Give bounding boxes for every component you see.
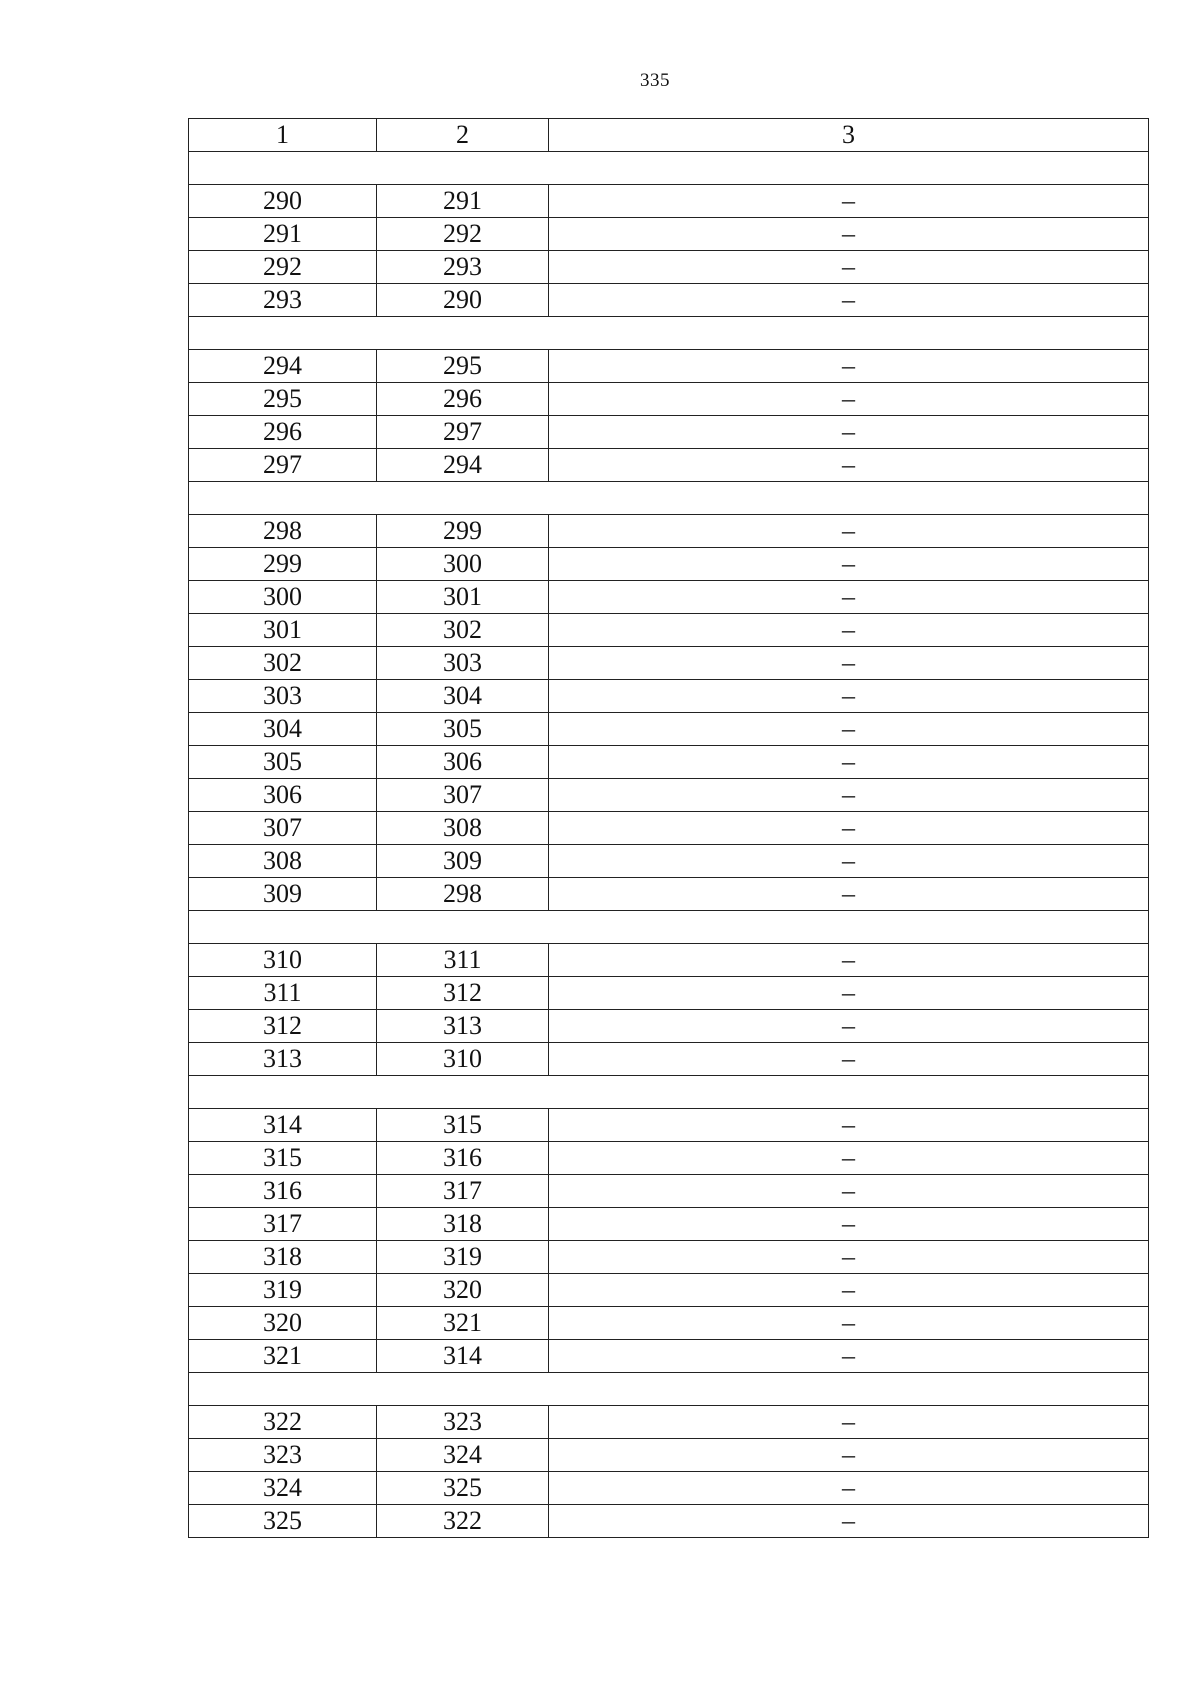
table-cell-col-1: 290	[189, 185, 377, 218]
table-cell-col-3: –	[549, 218, 1149, 251]
table-cell-col-1: 306	[189, 779, 377, 812]
table-cell-col-3: –	[549, 1043, 1149, 1076]
table-cell-col-1: 294	[189, 350, 377, 383]
table-row	[189, 1208, 1149, 1241]
data-table	[188, 118, 1149, 1538]
table-row	[189, 878, 1149, 911]
page-number: 335	[640, 70, 670, 91]
table-row	[189, 1472, 1149, 1505]
table-cell-col-2: 303	[377, 647, 549, 680]
table-cell-col-3: –	[549, 614, 1149, 647]
table-cell-col-2: 312	[377, 977, 549, 1010]
table-cell-col-2: 306	[377, 746, 549, 779]
table-row	[189, 581, 1149, 614]
table-cell-col-3: –	[549, 284, 1149, 317]
table-cell-col-3: –	[549, 383, 1149, 416]
table-cell-col-2: 323	[377, 1406, 549, 1439]
table-cell-col-1: 324	[189, 1472, 377, 1505]
table-row	[189, 383, 1149, 416]
table-cell-col-1: 297	[189, 449, 377, 482]
table-cell-col-3: –	[549, 1340, 1149, 1373]
table-cell-col-3: –	[549, 1307, 1149, 1340]
table-cell-col-3: –	[549, 878, 1149, 911]
table-cell-col-3: –	[549, 1142, 1149, 1175]
table-row	[189, 1505, 1149, 1538]
table-cell-col-2: 318	[377, 1208, 549, 1241]
group-separator-cell	[189, 317, 1149, 350]
table-cell-col-3: –	[549, 977, 1149, 1010]
table-cell-col-1: 302	[189, 647, 377, 680]
table-cell-col-1: 317	[189, 1208, 377, 1241]
table-row	[189, 1109, 1149, 1142]
table-cell-col-1: 305	[189, 746, 377, 779]
group-separator-cell	[189, 482, 1149, 515]
table-row	[189, 845, 1149, 878]
table-row	[189, 251, 1149, 284]
table-cell-col-1: 313	[189, 1043, 377, 1076]
table-cell-col-3: –	[549, 1109, 1149, 1142]
table-row	[189, 1010, 1149, 1043]
table-cell-col-3: –	[549, 185, 1149, 218]
table-cell-col-3: –	[549, 515, 1149, 548]
table-cell-col-2: 316	[377, 1142, 549, 1175]
table-row	[189, 614, 1149, 647]
table-row	[189, 713, 1149, 746]
table-cell-col-3: –	[549, 1472, 1149, 1505]
table-cell-col-3: –	[549, 1241, 1149, 1274]
table-cell-col-3: –	[549, 251, 1149, 284]
table-cell-col-1: 311	[189, 977, 377, 1010]
header-cell-2: 2	[377, 119, 549, 152]
table-cell-col-2: 305	[377, 713, 549, 746]
header-cell-1: 1	[189, 119, 377, 152]
table-container	[188, 118, 1148, 1538]
table-cell-col-2: 295	[377, 350, 549, 383]
table-cell-col-1: 299	[189, 548, 377, 581]
table-cell-col-3: –	[549, 581, 1149, 614]
table-cell-col-2: 317	[377, 1175, 549, 1208]
table-cell-col-3: –	[549, 746, 1149, 779]
table-row	[189, 350, 1149, 383]
table-cell-col-3: –	[549, 1175, 1149, 1208]
table-cell-col-1: 325	[189, 1505, 377, 1538]
table-row	[189, 1241, 1149, 1274]
table-cell-col-3: –	[549, 812, 1149, 845]
table-row	[189, 185, 1149, 218]
table-cell-col-2: 320	[377, 1274, 549, 1307]
table-row	[189, 746, 1149, 779]
table-cell-col-1: 307	[189, 812, 377, 845]
table-cell-col-2: 304	[377, 680, 549, 713]
table-cell-col-2: 298	[377, 878, 549, 911]
table-cell-col-2: 325	[377, 1472, 549, 1505]
table-cell-col-1: 312	[189, 1010, 377, 1043]
table-cell-col-1: 301	[189, 614, 377, 647]
table-cell-col-1: 316	[189, 1175, 377, 1208]
table-cell-col-1: 319	[189, 1274, 377, 1307]
table-row	[189, 515, 1149, 548]
table-cell-col-3: –	[549, 845, 1149, 878]
table-cell-col-1: 303	[189, 680, 377, 713]
table-cell-col-1: 293	[189, 284, 377, 317]
table-cell-col-3: –	[549, 449, 1149, 482]
table-cell-col-1: 296	[189, 416, 377, 449]
table-cell-col-2: 291	[377, 185, 549, 218]
table-cell-col-1: 322	[189, 1406, 377, 1439]
table-cell-col-2: 307	[377, 779, 549, 812]
table-row	[189, 416, 1149, 449]
table-cell-col-1: 318	[189, 1241, 377, 1274]
table-row	[189, 548, 1149, 581]
table-cell-col-1: 295	[189, 383, 377, 416]
table-row	[189, 218, 1149, 251]
table-cell-col-2: 299	[377, 515, 549, 548]
table-cell-col-3: –	[549, 1274, 1149, 1307]
table-cell-col-1: 300	[189, 581, 377, 614]
table-cell-col-3: –	[549, 1208, 1149, 1241]
table-cell-col-2: 309	[377, 845, 549, 878]
table-cell-col-1: 323	[189, 1439, 377, 1472]
table-cell-col-1: 298	[189, 515, 377, 548]
table-cell-col-1: 291	[189, 218, 377, 251]
table-cell-col-1: 321	[189, 1340, 377, 1373]
group-separator-row	[189, 317, 1149, 350]
table-cell-col-1: 320	[189, 1307, 377, 1340]
table-cell-col-2: 300	[377, 548, 549, 581]
table-cell-col-3: –	[549, 944, 1149, 977]
table-cell-col-2: 313	[377, 1010, 549, 1043]
table-row	[189, 647, 1149, 680]
group-separator-row	[189, 911, 1149, 944]
table-cell-col-1: 308	[189, 845, 377, 878]
group-separator-row	[189, 1373, 1149, 1406]
table-row	[189, 1406, 1149, 1439]
table-row	[189, 1175, 1149, 1208]
table-row	[189, 680, 1149, 713]
table-row	[189, 284, 1149, 317]
table-cell-col-2: 297	[377, 416, 549, 449]
table-row	[189, 1142, 1149, 1175]
table-cell-col-2: 301	[377, 581, 549, 614]
table-row	[189, 1439, 1149, 1472]
group-separator-cell	[189, 911, 1149, 944]
table-cell-col-1: 309	[189, 878, 377, 911]
table-cell-col-2: 322	[377, 1505, 549, 1538]
table-cell-col-2: 290	[377, 284, 549, 317]
table-row	[189, 1307, 1149, 1340]
table-cell-col-3: –	[549, 350, 1149, 383]
table-cell-col-3: –	[549, 1505, 1149, 1538]
table-cell-col-1: 304	[189, 713, 377, 746]
table-cell-col-3: –	[549, 680, 1149, 713]
table-cell-col-3: –	[549, 416, 1149, 449]
table-cell-col-2: 294	[377, 449, 549, 482]
table-cell-col-1: 292	[189, 251, 377, 284]
table-cell-col-2: 315	[377, 1109, 549, 1142]
table-cell-col-3: –	[549, 548, 1149, 581]
table-row	[189, 779, 1149, 812]
table-cell-col-2: 314	[377, 1340, 549, 1373]
table-cell-col-2: 324	[377, 1439, 549, 1472]
table-cell-col-3: –	[549, 713, 1149, 746]
table-row	[189, 812, 1149, 845]
header-cell-3: 3	[549, 119, 1149, 152]
table-row	[189, 1274, 1149, 1307]
table-cell-col-1: 310	[189, 944, 377, 977]
group-separator-cell	[189, 1076, 1149, 1109]
table-row	[189, 449, 1149, 482]
table-cell-col-3: –	[549, 779, 1149, 812]
table-row	[189, 1340, 1149, 1373]
table-cell-col-3: –	[549, 1406, 1149, 1439]
table-cell-col-2: 293	[377, 251, 549, 284]
group-separator-cell	[189, 152, 1149, 185]
group-separator-cell	[189, 1373, 1149, 1406]
table-cell-col-2: 296	[377, 383, 549, 416]
table-cell-col-2: 319	[377, 1241, 549, 1274]
table-header-row	[189, 119, 1149, 152]
table-cell-col-1: 315	[189, 1142, 377, 1175]
table-body	[189, 119, 1149, 1538]
group-separator-row	[189, 1076, 1149, 1109]
table-cell-col-2: 310	[377, 1043, 549, 1076]
table-row	[189, 944, 1149, 977]
table-row	[189, 977, 1149, 1010]
table-cell-col-1: 314	[189, 1109, 377, 1142]
group-separator-row	[189, 152, 1149, 185]
table-cell-col-2: 311	[377, 944, 549, 977]
table-cell-col-2: 292	[377, 218, 549, 251]
group-separator-row	[189, 482, 1149, 515]
table-cell-col-3: –	[549, 1439, 1149, 1472]
table-cell-col-3: –	[549, 1010, 1149, 1043]
table-row	[189, 1043, 1149, 1076]
table-cell-col-2: 302	[377, 614, 549, 647]
table-cell-col-2: 321	[377, 1307, 549, 1340]
table-cell-col-3: –	[549, 647, 1149, 680]
table-cell-col-2: 308	[377, 812, 549, 845]
